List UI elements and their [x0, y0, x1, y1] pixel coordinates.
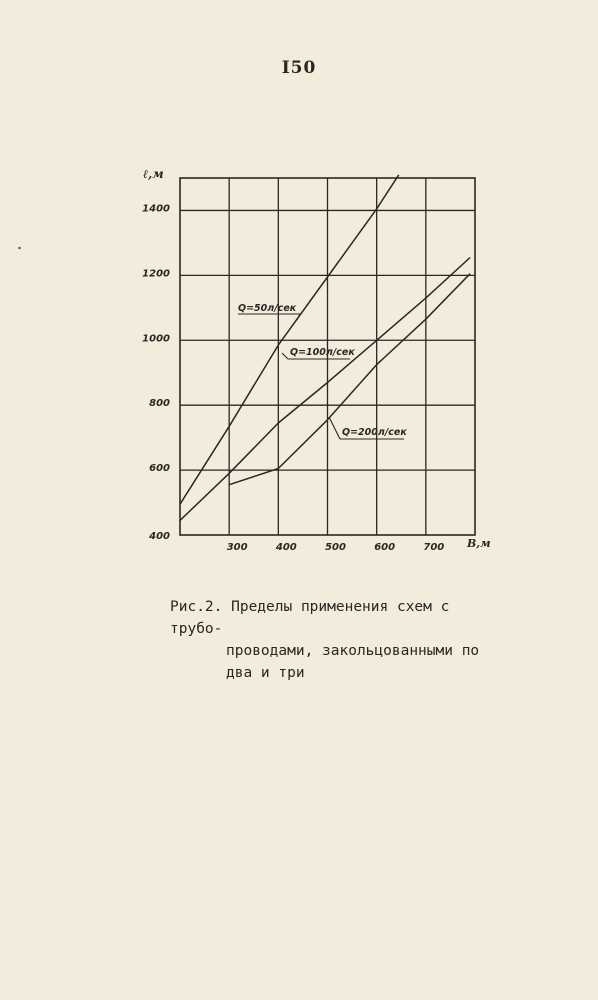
series-label-2: Q=100л/сек: [290, 347, 355, 358]
series-label-3: Q=200л/сек: [342, 427, 407, 438]
series-leader-line: [282, 353, 288, 359]
y-tick-label: 1000: [142, 333, 170, 345]
figure-caption: [170, 596, 510, 684]
y-tick-label: 600: [149, 463, 170, 475]
caption-line-3: два и три: [226, 665, 305, 681]
page-number: I50: [281, 58, 317, 78]
y-tick-label: 1200: [142, 268, 170, 280]
chart-ticks: [142, 203, 444, 553]
chart-labels: [143, 167, 491, 550]
x-tick-label: 500: [325, 542, 346, 553]
series-line-2: [180, 258, 470, 521]
x-axis-label: B,м: [467, 537, 491, 550]
x-tick-label: 300: [226, 542, 248, 553]
series-label-1: Q=50л/сек: [238, 303, 297, 314]
x-tick-label: 700: [423, 542, 445, 553]
series-leader-line: [329, 417, 340, 439]
x-tick-label: 400: [275, 542, 297, 553]
y-tick-label: 800: [149, 398, 170, 410]
caption-line-1: Рис.2. Пределы применения схем с трубо-: [170, 599, 450, 637]
y-tick-label: 400: [149, 531, 170, 542]
x-tick-label: 600: [374, 542, 396, 553]
y-axis-label: ℓ,м: [143, 167, 164, 181]
paper-speck: [18, 247, 21, 249]
series-line-1: [180, 175, 399, 504]
y-tick-label: 1400: [142, 203, 170, 215]
caption-line-2: проводами, закольцованными по: [226, 643, 480, 659]
series-leader-line: [297, 314, 300, 320]
